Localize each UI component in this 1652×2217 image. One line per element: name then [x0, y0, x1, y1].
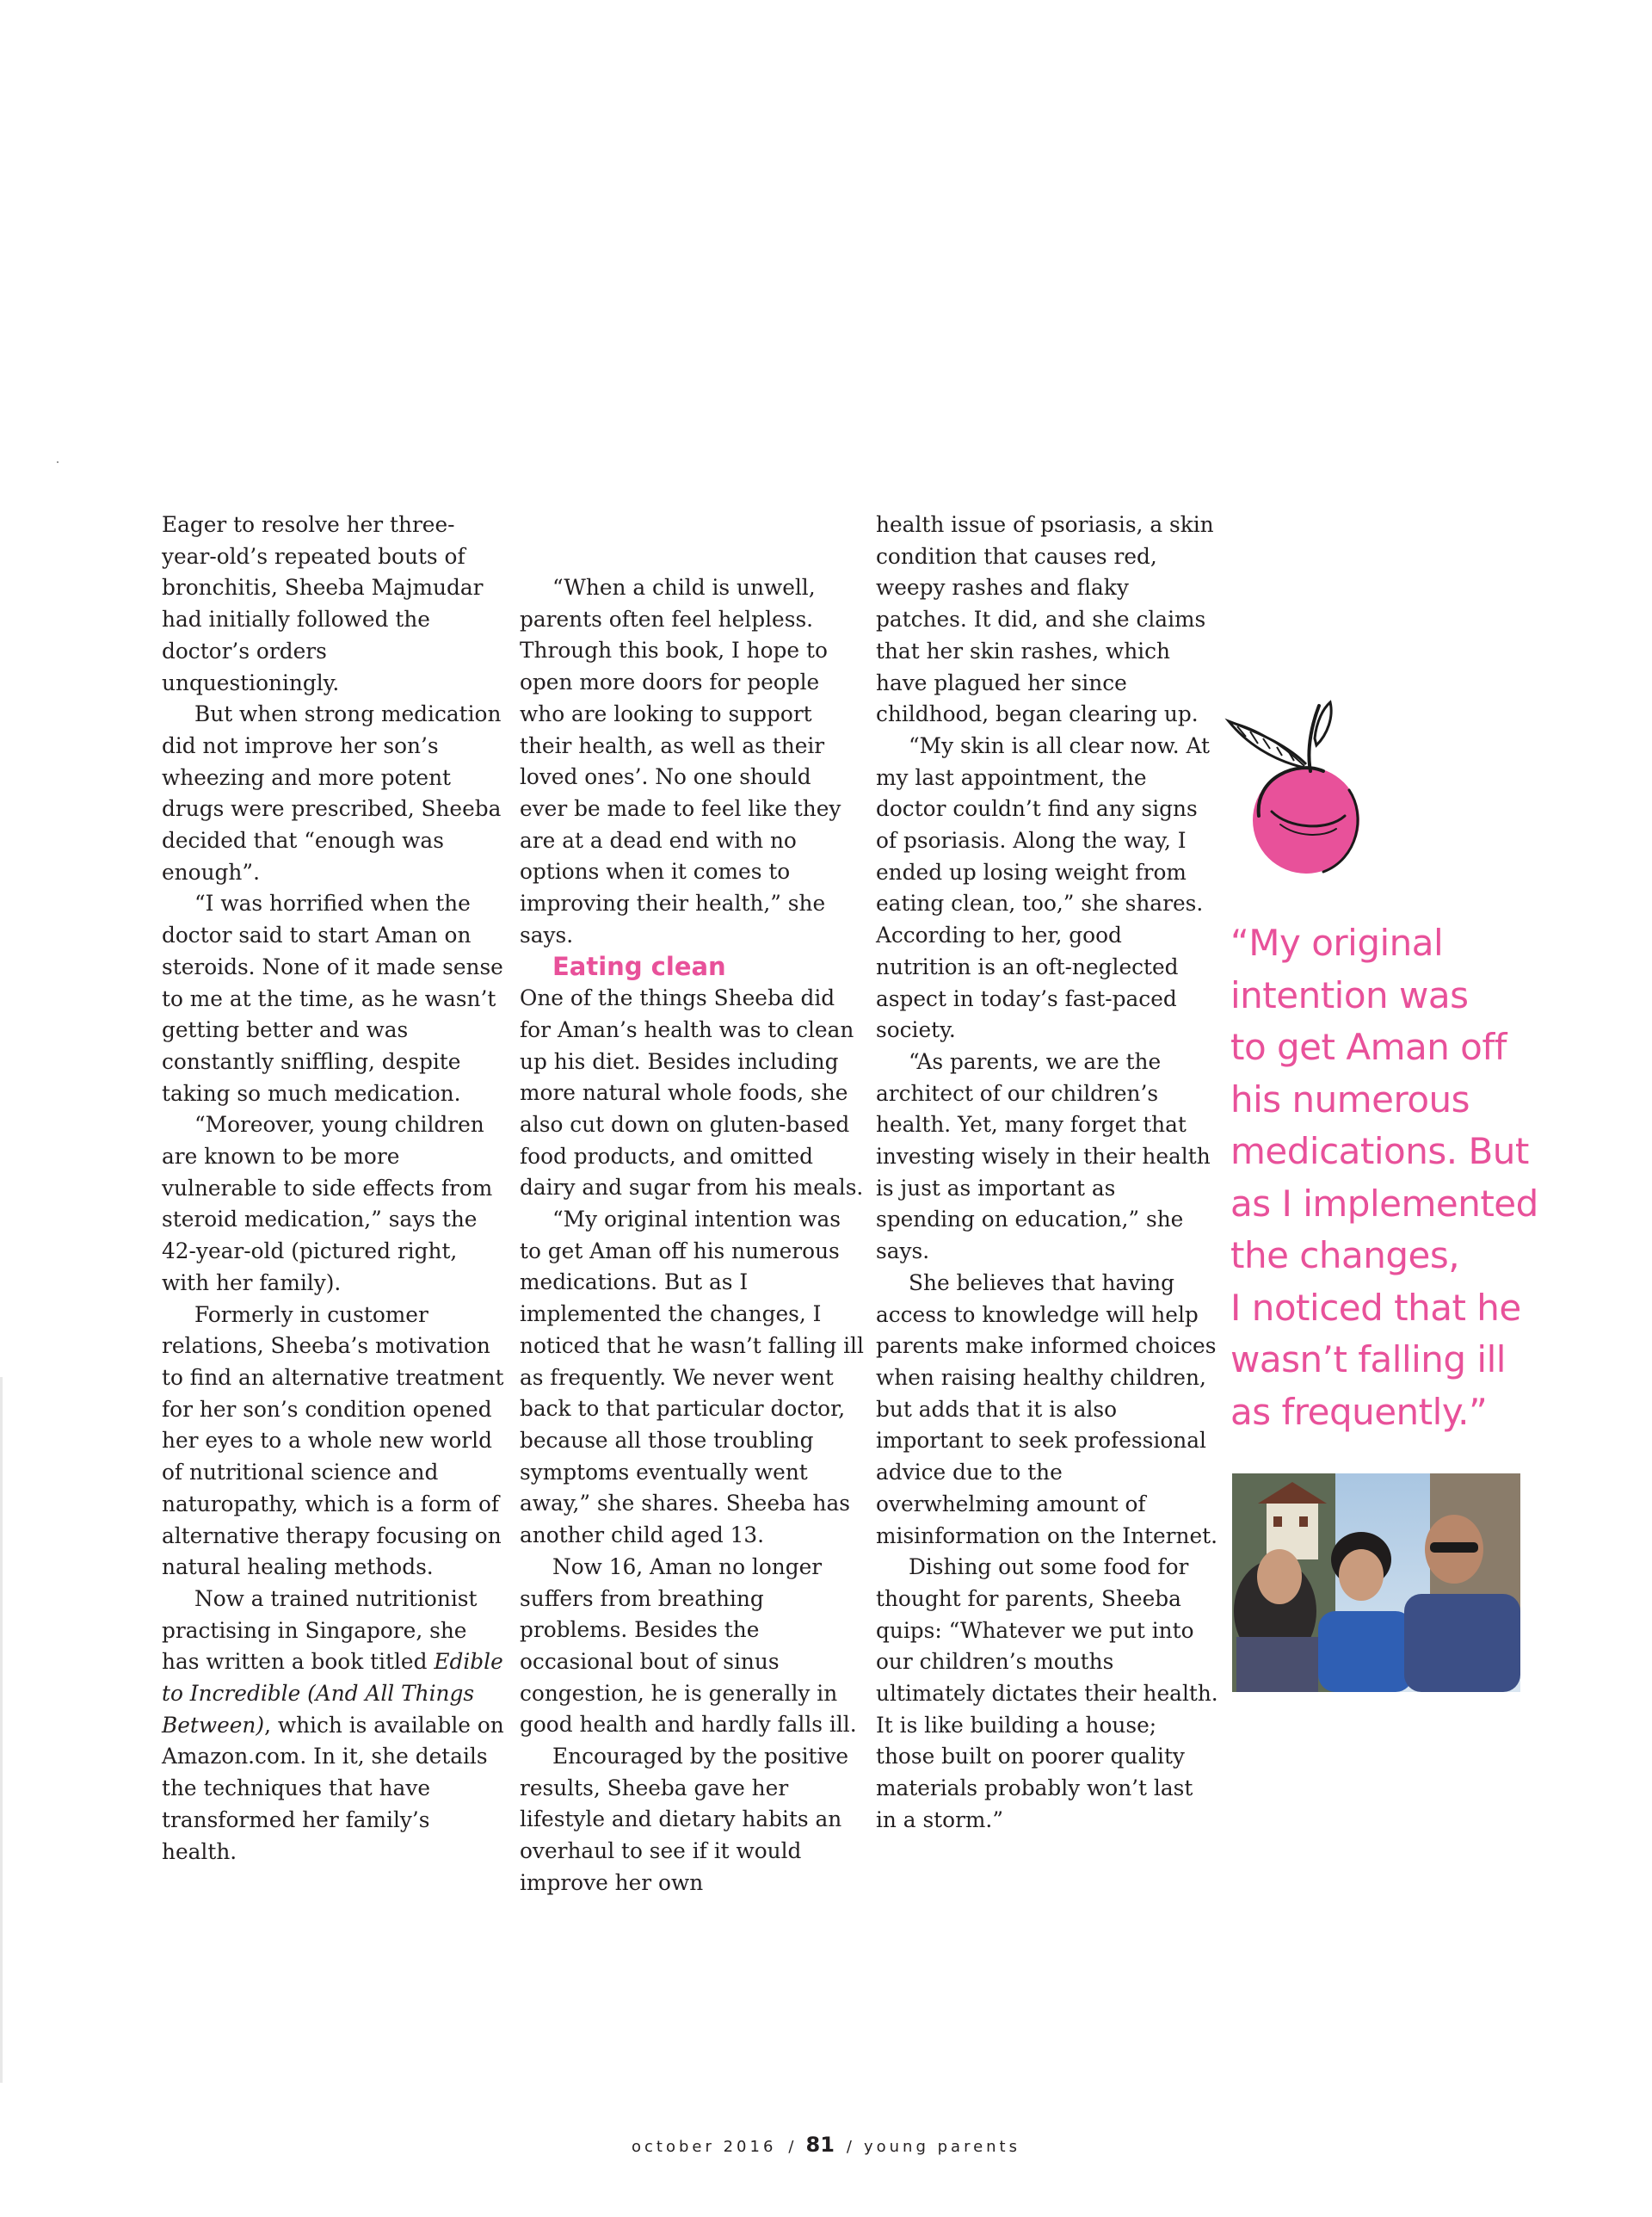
- page-edge-shadow: [0, 1377, 3, 2083]
- book-title: Edible to Incredible (And All Things Between): [162, 1649, 503, 1738]
- pull-quote-line: to get Aman off: [1230, 1026, 1507, 1068]
- section-heading: Eating clean: [552, 952, 726, 982]
- paragraph-text: , which is available on Amazon.com. In it, she details the techniques that have transformed her family’s health.: [162, 1712, 504, 1864]
- paragraph: “I was horrified when the doctor said to start Aman on steroids. None of it made sense to me at the time, as he wasn’t getting better and was constantly sniffling, despite taking so much medication.: [162, 891, 503, 1106]
- paragraph: “Moreover, young children are known to be more vulnerable to side effects from steroid medication,” says the 42-year-old (pictured right, with her family).: [162, 1112, 493, 1295]
- paragraph: She believes that having access to knowledge will help parents make informed choices when raising healthy children, but adds that it is also important to seek professional advice due to the overwhelming amount of misinformation on the Internet.: [876, 1269, 1218, 1548]
- page-footer: [0, 2133, 1652, 2157]
- family-photo: [1232, 1473, 1520, 1692]
- paragraph: Now 16, Aman no longer suffers from breathing problems. Besides the occasional bout of sinus congestion, he is generally in good health and hardly falls ill.: [520, 1553, 857, 1738]
- pull-quote-line: “My original: [1230, 922, 1444, 964]
- pull-quote: [1230, 917, 1557, 1438]
- page-number: 81: [805, 2133, 835, 2157]
- pull-quote-line: as I implemented: [1230, 1182, 1538, 1225]
- pull-quote-line: I noticed that he: [1230, 1286, 1521, 1329]
- paragraph: “My original intention was to get Aman off his numerous medications. But as I implemented the changes, I noticed that he wasn’t falling ill as frequently. We never went back to that particular doctor, because all those troubling symptoms eventually went away,” she shares. Sheeba has another child aged 13.: [520, 1207, 864, 1548]
- article-column-3: [876, 509, 1220, 1837]
- paragraph: Formerly in customer relations, Sheeba’s motivation to find an alternative treatment for her son’s condition opened her eyes to a whole new world of nutritional science and naturopathy, which is a form of alternative therapy focusing on natural healing methods.: [162, 1301, 504, 1580]
- pull-quote-line: the changes,: [1230, 1234, 1460, 1276]
- paragraph: One of the things Sheeba did for Aman’s health was to clean up his diet. Besides including more natural whole foods, she also cut down on gluten-based food products, and omitted dairy and sugar from his meals.: [520, 985, 864, 1201]
- print-speck: [57, 461, 59, 463]
- paragraph: “When a child is unwell, parents often feel helpless. Through this book, I hope to open more doors for people who are looking to support their health, as well as their loved ones’. No one should ever be made to feel like they are at a dead end with no options when it comes to improving their health,” she says.: [520, 575, 841, 948]
- paragraph: But when strong medication did not improve her son’s wheezing and more potent drugs were prescribed, Sheeba decided that “enough was enough”.: [162, 701, 502, 885]
- paragraph: “As parents, we are the architect of our children’s health. Yet, many forget that investing wisely in their health is just as important as spending on education,” she says.: [876, 1048, 1211, 1264]
- paragraph: health issue of psoriasis, a skin condition that causes red, weepy rashes and flaky patches. It did, and she claims that her skin rashes, which have plagued her since childhood, began clearing up.: [876, 512, 1214, 727]
- pull-quote-line: intention was: [1230, 973, 1469, 1016]
- article-column-1: [162, 509, 506, 1868]
- article-column-2: [520, 572, 864, 1899]
- pull-quote-line: his numerous: [1230, 1078, 1470, 1121]
- paragraph: “My skin is all clear now. At my last appointment, the doctor couldn’t find any signs of psoriasis. Along the way, I ended up losing weight from eating clean, too,” she shares. According to her, good nutrition is an oft-neglected aspect in today’s fast-paced society.: [876, 732, 1210, 1043]
- pull-quote-line: wasn’t falling ill: [1230, 1338, 1506, 1380]
- issue-date: october 2016: [632, 2138, 777, 2156]
- separator: /: [788, 2138, 794, 2156]
- magazine-name: young parents: [863, 2138, 1020, 2156]
- pull-quote-line: medications. But: [1230, 1130, 1529, 1172]
- paragraph: Encouraged by the positive results, Sheeba gave her lifestyle and dietary habits an overhaul to see if it would improve her own: [520, 1744, 849, 1895]
- paragraph: [162, 1584, 506, 1868]
- paragraph: Eager to resolve her three-year-old’s repeated bouts of bronchitis, Sheeba Majmudar had initially followed the doctor’s orders unquestioningly.: [162, 512, 484, 695]
- paragraph-text: Now a trained nutritionist practising in Singapore, she has written a book titled: [162, 1585, 478, 1675]
- paragraph: Dishing out some food for thought for parents, Sheeba quips: “Whatever we put into our children’s mouths ultimately dictates their health. It is like building a house; those built on poorer quality materials probably won’t last in a storm.”: [876, 1554, 1218, 1832]
- peach-icon: [1220, 695, 1375, 885]
- separator: /: [846, 2138, 852, 2156]
- pull-quote-line: as frequently.”: [1230, 1390, 1488, 1433]
